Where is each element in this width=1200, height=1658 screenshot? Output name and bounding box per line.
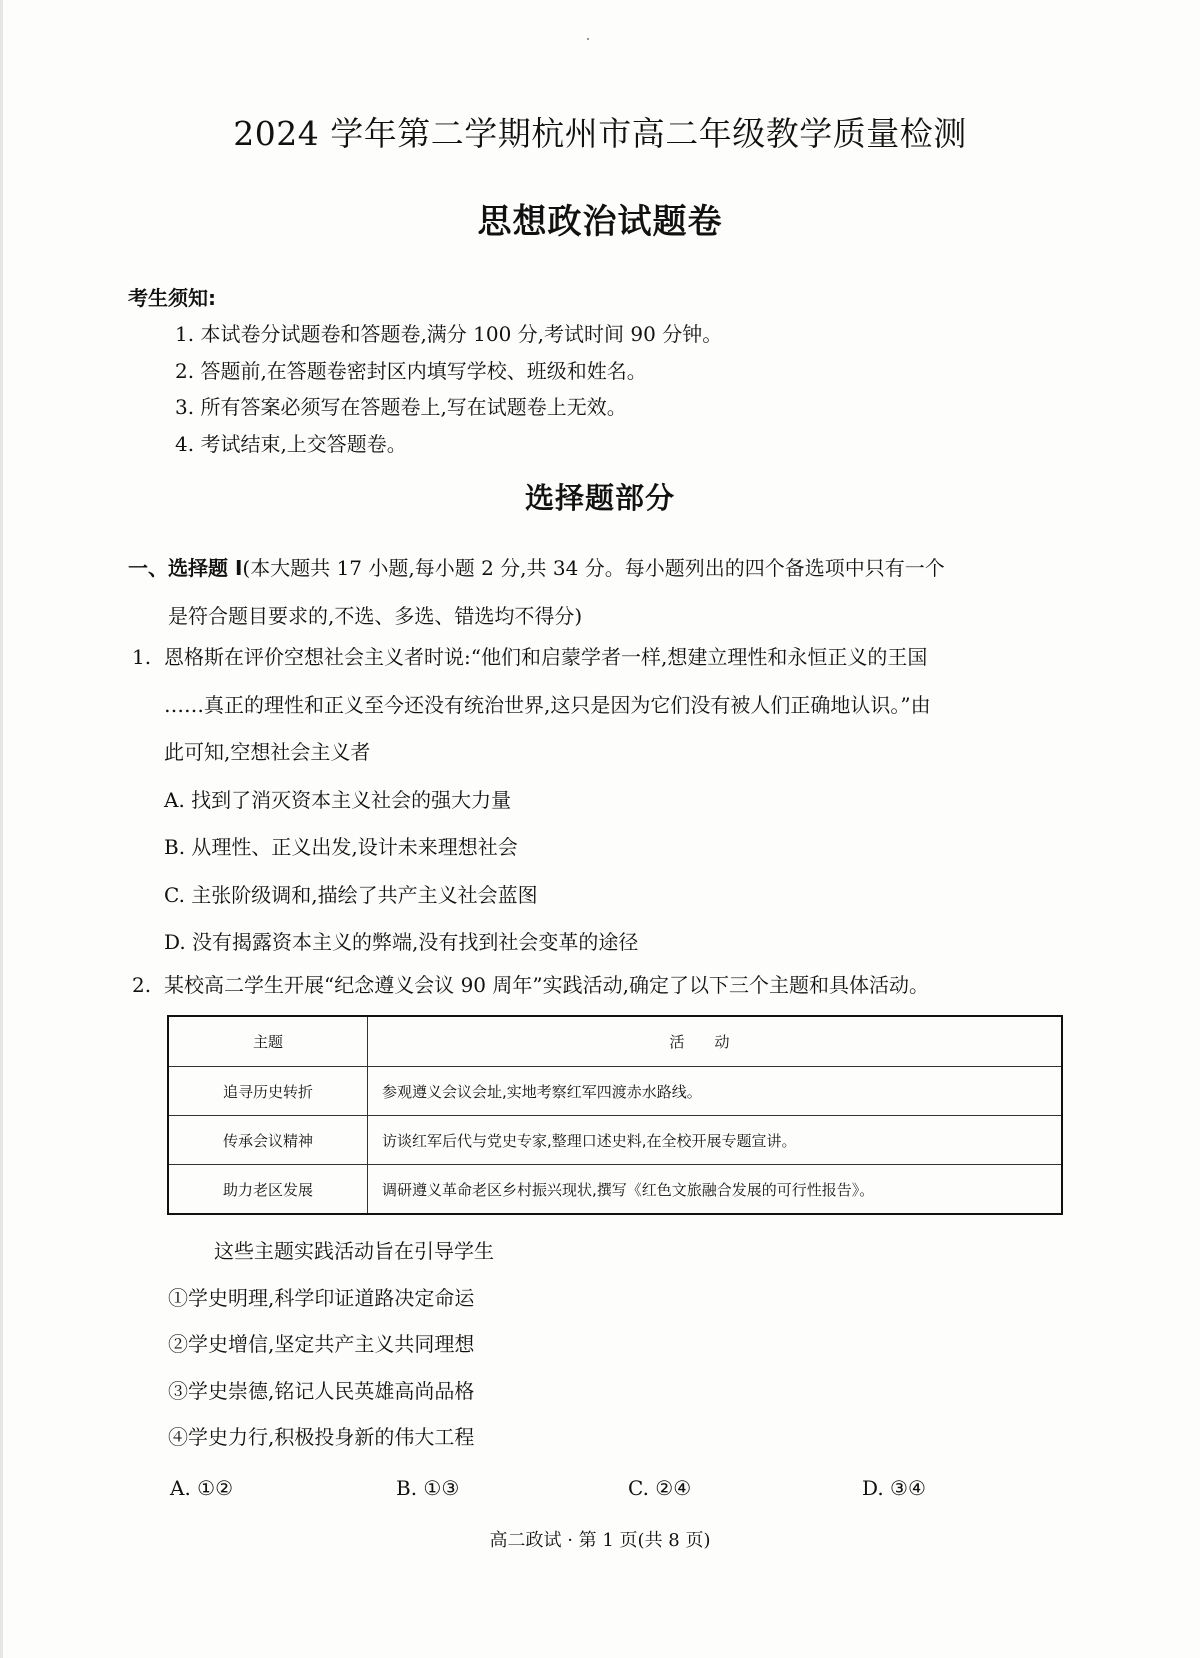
question-stem-line: ……真正的理性和正义至今还没有统治世界,这只是因为它们没有被人们正确地认识。”由 xyxy=(164,692,931,717)
page-footer: 高二政试 · 第 1 页(共 8 页) xyxy=(489,1530,711,1551)
answer-option-b: B. ①③ xyxy=(396,1476,460,1500)
question-lead: 这些主题实践活动旨在引导学生 xyxy=(214,1239,494,1263)
notice-item: 4. 考试结束,上交答题卷。 xyxy=(175,431,407,456)
statement-item: ③学史崇德,铭记人民英雄高尚品格 xyxy=(168,1378,475,1403)
question-stem-line: 此可知,空想社会主义者 xyxy=(164,740,371,764)
table-row xyxy=(168,1116,1062,1165)
question-number: 2. xyxy=(132,973,152,997)
table-row xyxy=(168,1165,1062,1215)
option-b: B. 从理性、正义出发,设计未来理想社会 xyxy=(164,835,518,859)
answer-option-a: A. ①② xyxy=(170,1476,234,1500)
part-desc-line1: (本大题共 17 小题,每小题 2 分,共 34 分。每小题列出的四个备选项中只有一个 xyxy=(242,556,945,580)
exam-title: 2024 学年第二学期杭州市高二年级教学质量检测 xyxy=(233,114,967,153)
table-cell-theme: 传承会议精神 xyxy=(168,1116,368,1165)
table-cell-theme: 助力老区发展 xyxy=(168,1165,368,1215)
activity-table xyxy=(167,1015,1063,1215)
question-2-statements xyxy=(168,1228,494,1461)
answer-option-c: C. ②④ xyxy=(628,1476,692,1500)
table-cell-activity: 参观遵义会议会址,实地考察红军四渡赤水路线。 xyxy=(368,1067,1063,1116)
question-number: 1. xyxy=(132,645,152,669)
statement-item: ①学史明理,科学印证道路决定命运 xyxy=(168,1285,475,1310)
subject-title: 思想政治试题卷 xyxy=(477,202,723,242)
notice-item: 2. 答题前,在答题卷密封区内填写学校、班级和姓名。 xyxy=(175,358,647,383)
table-cell-theme: 追寻历史转折 xyxy=(168,1067,368,1116)
notice-item: 1. 本试卷分试题卷和答题卷,满分 100 分,考试时间 90 分钟。 xyxy=(175,322,723,346)
table-header-activity: 活动 xyxy=(368,1016,1063,1067)
question-stem: 某校高二学生开展“纪念遵义会议 90 周年”实践活动,确定了以下三个主题和具体活动。 xyxy=(164,973,929,997)
scan-speck xyxy=(587,38,589,40)
table-cell-activity: 访谈红军后代与党史专家,整理口述史料,在全校开展专题宣讲。 xyxy=(368,1116,1063,1165)
section-title: 选择题部分 xyxy=(524,481,675,515)
part-instructions xyxy=(128,544,1068,640)
notice-heading: 考生须知: xyxy=(128,286,216,310)
answer-option-d: D. ③④ xyxy=(862,1476,926,1500)
table-row xyxy=(168,1067,1062,1116)
part-label: 一、选择题 Ⅰ xyxy=(128,556,243,580)
question-1 xyxy=(132,634,1072,967)
notice-item: 3. 所有答案必须写在答题卷上,写在试题卷上无效。 xyxy=(175,395,627,419)
part-desc-line2: 是符合题目要求的,不选、多选、错选均不得分) xyxy=(168,604,583,628)
option-d: D. 没有揭露资本主义的弊端,没有找到社会变革的途径 xyxy=(164,930,639,954)
question-2 xyxy=(132,962,1072,1010)
table-header-theme: 主题 xyxy=(168,1016,368,1067)
statement-item: ②学史增信,坚定共产主义共同理想 xyxy=(168,1332,475,1356)
answer-options xyxy=(170,1468,1070,1508)
table-header-row xyxy=(168,1016,1062,1067)
option-list xyxy=(132,777,1072,967)
table-cell-activity: 调研遵义革命老区乡村振兴现状,撰写《红色文旅融合发展的可行性报告》。 xyxy=(368,1165,1063,1215)
option-c: C. 主张阶级调和,描绘了共产主义社会蓝图 xyxy=(164,882,538,907)
option-a: A. 找到了消灭资本主义社会的强大力量 xyxy=(164,787,512,812)
question-stem-line: 恩格斯在评价空想社会主义者时说:“他们和启蒙学者一样,想建立理性和永恒正义的王国 xyxy=(164,645,928,669)
statement-item: ④学史力行,积极投身新的伟大工程 xyxy=(168,1425,475,1449)
notice-list xyxy=(175,316,722,462)
